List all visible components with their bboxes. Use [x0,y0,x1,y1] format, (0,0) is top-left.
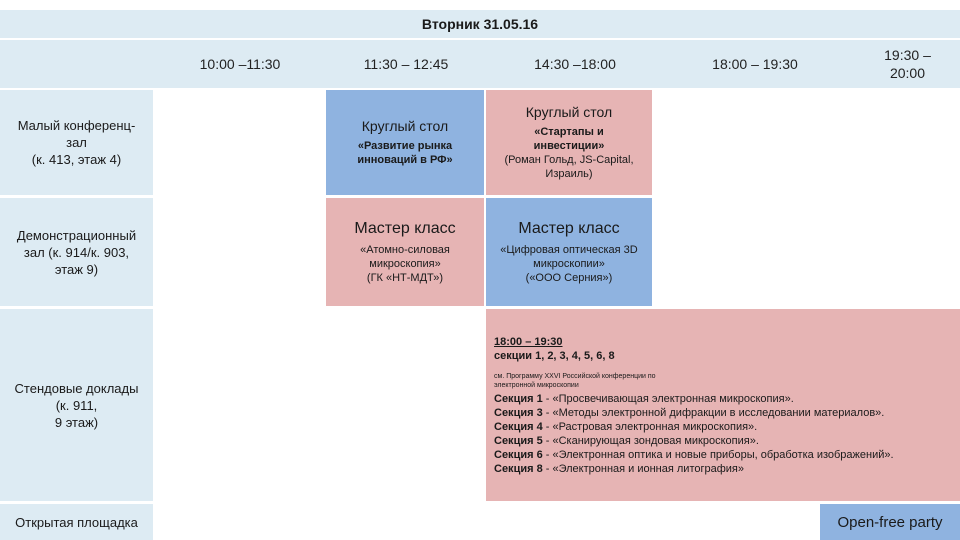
poster-note: см. Программу XXVI Российской конференции по электронной микроскопии [494,373,656,389]
section-text: - «Электронная оптика и новые приборы, обработка изображений». [542,449,894,461]
section-item [494,406,952,420]
event-topic: «Стартапы и инвестиции» [533,126,605,152]
time-slot-3: 14:30 –18:00 [534,56,616,72]
section-item [494,392,952,406]
event-topic: «Цифровая оптическая 3D микроскопии» («ООО Серния») [500,243,638,284]
poster-section-list [494,392,952,476]
page-title: Вторник 31.05.16 [421,16,539,32]
time-slot-4: 18:00 – 19:30 [712,56,798,72]
room-demo-hall: Демонстрационный зал (к. 914/к. 903, этаж 9) [0,198,153,306]
event-master-class-1[interactable] [326,198,484,306]
room-open: Открытая площадка [0,504,153,540]
party-label: Open-free party [837,513,943,531]
event-topic: «Развитие рынка инноваций в РФ» [357,140,453,166]
event-title: Мастер класс [354,219,456,237]
poster-session-block[interactable] [486,309,960,501]
section-number: Секция 6 [494,449,543,461]
section-number: Секция 3 [494,407,543,419]
room-small-hall: Малый конференц- зал (к. 413, этаж 4) [0,90,153,195]
section-item [494,448,952,462]
event-round-table-1[interactable] [326,90,484,195]
section-number: Секция 8 [494,463,543,475]
time-slot-2: 11:30 – 12:45 [363,56,449,72]
event-master-class-2[interactable] [486,198,652,306]
event-title: Круглый стол [361,118,449,134]
section-text: - «Методы электронной дифракции в исследовании материалов». [542,407,885,419]
poster-time: 18:00 – 19:30 [494,336,563,348]
section-item [494,462,952,476]
room-poster: Стендовые доклады (к. 911, 9 этаж) [0,309,153,501]
event-round-table-2[interactable] [486,90,652,195]
section-item [494,434,952,448]
event-open-free-party[interactable] [820,504,960,540]
section-text: - «Сканирующая зондовая микроскопия». [542,435,759,447]
time-slot-5: 19:30 – 20:00 [884,47,931,81]
event-title: Круглый стол [525,104,613,120]
section-item [494,420,952,434]
poster-sections: секции 1, 2, 3, 4, 5, 6, 8 [494,350,615,362]
event-speaker: (Роман Гольд, JS-Capital, Израиль) [504,154,634,180]
section-text: - «Электронная и ионная литография» [542,463,745,475]
event-title: Мастер класс [518,219,620,237]
section-text: - «Просвечивающая электронная микроскопия». [542,393,794,405]
time-slot-1: 10:00 –11:30 [199,56,281,72]
section-number: Секция 4 [494,421,543,433]
section-number: Секция 5 [494,435,543,447]
header-bar [0,10,960,38]
section-number: Секция 1 [494,393,543,405]
event-topic: «Атомно-силовая микроскопия» (ГК «НТ-МДТ») [360,243,450,284]
section-text: - «Растровая электронная микроскопия». [542,421,758,433]
